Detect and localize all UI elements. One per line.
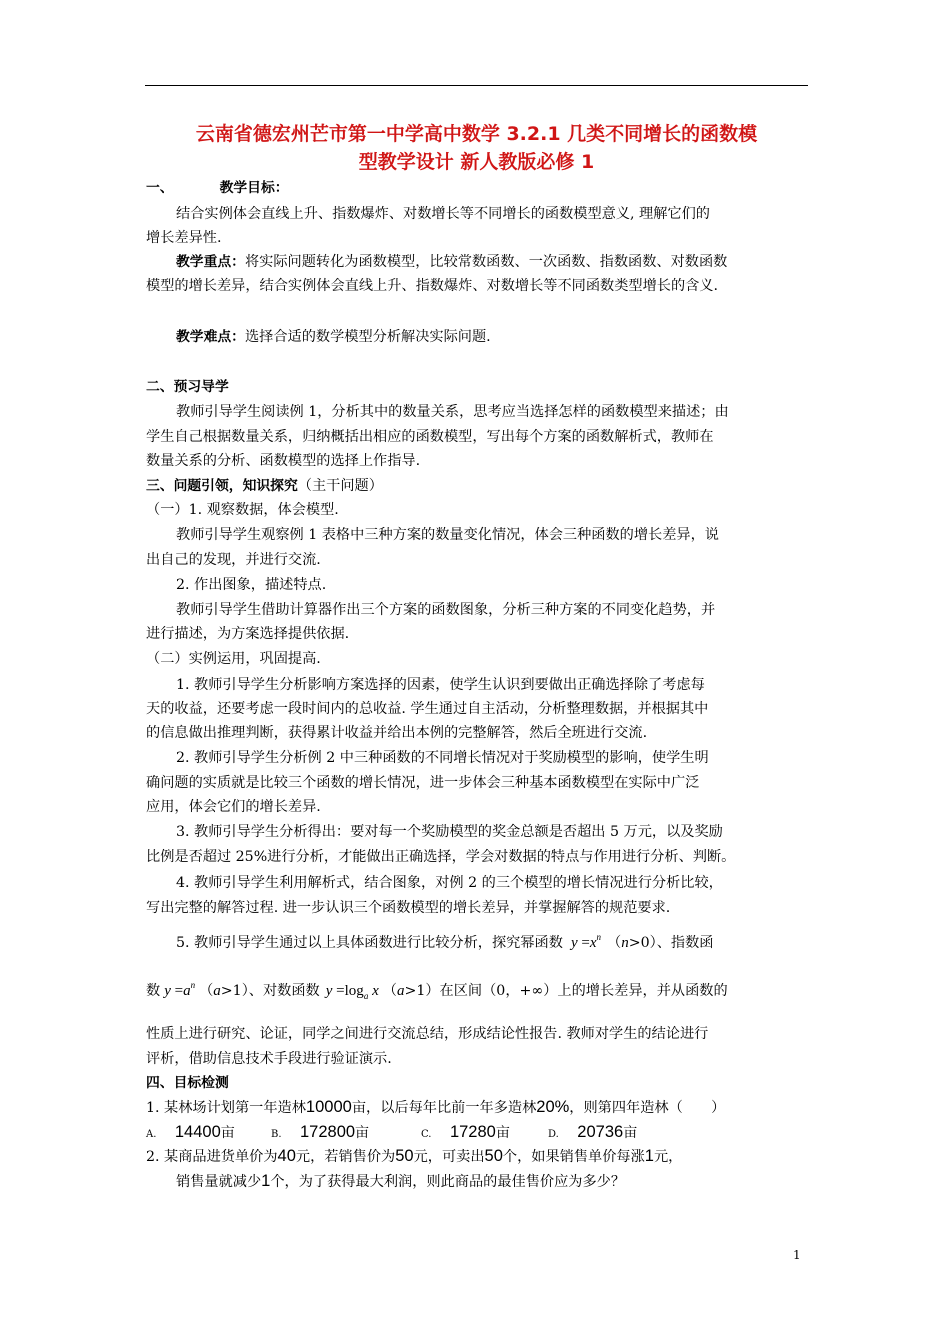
question-value: 1	[644, 1147, 654, 1165]
question-2-continued	[176, 1171, 625, 1192]
paragraph-text: >0）、指数函	[628, 935, 714, 951]
paragraph-line-with-formula	[176, 927, 713, 953]
key-points-line	[176, 252, 727, 272]
paragraph-line: 教师引导学生阅读例 1，分析其中的数量关系，思考应当选择怎样的函数模型来描述；由	[176, 404, 729, 420]
question-value: 20%	[536, 1098, 570, 1116]
paragraph-line: 数量关系的分析、函数模型的选择上作指导.	[146, 453, 421, 469]
option-d	[548, 1122, 637, 1145]
paragraph-line: 性质上进行研究、论证，同学之间进行交流总结，形成结论性报告. 教师对学生的结论进行	[146, 1026, 709, 1042]
formula-exponent: n	[596, 932, 601, 942]
paragraph-line: 4. 教师引导学生利用解析式，结合图象，对例 2 的三个模型的增长情况进行分析比较，	[176, 875, 723, 891]
key-points-label: 教学重点：	[176, 254, 245, 270]
formula-y: y	[325, 983, 333, 999]
option-a	[146, 1122, 235, 1145]
paragraph-line: 的信息做出推理判断，获得累计收益并给出本例的完整解答，然后全班进行交流.	[146, 725, 648, 741]
question-value: 10000	[305, 1098, 352, 1116]
variable-n: n	[621, 935, 629, 951]
exponential-function-formula	[164, 980, 196, 999]
document-title-line-1: 云南省德宏州芒市第一中学高中数学 3.2.1 几类不同增长的函数模	[195, 123, 758, 145]
subsection-heading: （二）实例运用，巩固提高.	[146, 651, 321, 667]
question-text: 1. 某林场计划第一年造林	[146, 1100, 306, 1116]
paragraph-line: 评析，借助信息技术手段进行验证演示.	[146, 1051, 392, 1067]
option-b	[271, 1122, 369, 1145]
question-value: 50	[395, 1147, 414, 1165]
paragraph-line: 写出完整的解答过程. 进一步认识三个函数模型的增长差异，并掌握解答的规范要求.	[146, 900, 671, 916]
option-letter: B.	[271, 1129, 282, 1140]
formula-y: y	[164, 983, 171, 999]
formula-x: x	[589, 935, 597, 951]
question-text: 个，为了获得最大利润，则此商品的最佳售价应为多少？	[270, 1174, 626, 1190]
formula-equals: =	[581, 935, 590, 951]
subsection-heading: 2. 作出图象，描述特点.	[176, 577, 327, 593]
paragraph-line: 出自己的发现，并进行交流.	[146, 552, 321, 568]
paragraph-line: 进行描述，为方案选择提供依据.	[146, 626, 350, 642]
question-text: 元，	[653, 1149, 683, 1165]
option-unit: 亩	[623, 1125, 638, 1141]
option-c	[421, 1122, 510, 1145]
difficulty-line	[176, 327, 491, 347]
option-value: 20736	[577, 1123, 624, 1141]
paragraph-line: 模型的增长差异，结合实例体会直线上升、指数爆炸、对数增长等不同函数类型增长的含义.	[146, 278, 719, 294]
paragraph-text: 5. 教师引导学生通过以上具体函数进行比较分析，探究幂函数	[176, 935, 563, 951]
question-text: 销售量就减少	[176, 1174, 262, 1190]
paragraph-line: 增长差异性.	[146, 230, 222, 246]
question-text: 个，如果销售单价每涨	[502, 1149, 645, 1165]
formula-equals: =	[174, 983, 184, 999]
section-1-heading	[146, 178, 289, 198]
key-points-text: 将实际问题转化为函数模型，比较常数函数、一次函数、指数函数、对数函数	[244, 254, 728, 270]
option-letter: A.	[146, 1129, 157, 1140]
formula-equals: =	[336, 983, 345, 999]
question-value: 50	[484, 1147, 503, 1165]
paragraph-line: 教师引导学生观察例 1 表格中三种方案的数量变化情况，体会三种函数的增长差异，说	[176, 527, 719, 543]
paragraph-line: 确问题的实质就是比较三个函数的增长情况，进一步体会三种基本函数模型在实际中广泛	[146, 775, 700, 791]
formula-base: a	[183, 983, 191, 999]
option-letter: D.	[548, 1129, 559, 1140]
option-unit: 亩	[355, 1125, 370, 1141]
paragraph-line: 教师引导学生借助计算器作出三个方案的函数图象，分析三种方案的不同变化趋势，并	[176, 602, 716, 618]
paragraph-text: （	[607, 935, 622, 951]
question-text: 元，若销售价为	[295, 1149, 396, 1165]
paragraph-line: 结合实例体会直线上升、指数爆炸、对数增长等不同增长的函数模型意义, 理解它们的	[176, 206, 710, 222]
question-1	[146, 1097, 725, 1118]
variable-a: a	[396, 983, 405, 999]
option-unit: 亩	[495, 1125, 510, 1141]
question-text: ，则第四年造林（ ）	[569, 1100, 726, 1116]
difficulty-text: 选择合适的数学模型分析解决实际问题.	[244, 329, 491, 345]
power-function-formula	[570, 932, 601, 951]
section-4-heading: 四、目标检测	[146, 1075, 229, 1091]
paragraph-line: 天的收益，还要考虑一段时间内的总收益. 学生通过自主活动，分析整理数据，并根据其中	[146, 701, 709, 717]
option-letter: C.	[421, 1129, 432, 1140]
section-1-title: 教学目标：	[219, 180, 289, 196]
paragraph-text: >1）、对数函数	[220, 983, 320, 999]
paragraph-line: 3. 教师引导学生分析得出：要对每一个奖励模型的奖金总额是否超出 5 万元，以及奖励	[176, 824, 723, 840]
question-value: 40	[277, 1147, 296, 1165]
option-value: 172800	[299, 1123, 356, 1141]
paragraph-text: （	[199, 983, 214, 999]
formula-log: log	[344, 983, 364, 999]
section-3-title: 三、问题引领，知识探究	[146, 478, 298, 494]
formula-exponent: n	[190, 980, 196, 990]
paragraph-text: （	[382, 983, 397, 999]
formula-y: y	[570, 935, 578, 951]
log-function-formula	[326, 983, 379, 999]
formula-log-base: a	[363, 991, 369, 1001]
paragraph-line: 1. 教师引导学生分析影响方案选择的因素，使学生认识到要做出正确选择除了考虑每	[176, 677, 705, 693]
paragraph-text: >1）在区间（0，+∞）上的增长差异，并从函数的	[404, 983, 728, 999]
paragraph-line: 比例是否超过 25%进行分析，才能做出正确选择，学会对数据的特点与作用进行分析、判断。	[146, 849, 736, 865]
paragraph-line: 应用，体会它们的增长差异.	[146, 799, 321, 815]
question-text: 亩，以后每年比前一年多造林	[351, 1100, 537, 1116]
question-text: 元，可卖出	[413, 1149, 485, 1165]
section-2-heading: 二、预习导学	[146, 379, 229, 395]
variable-a: a	[213, 983, 221, 999]
document-title-line-2: 型教学设计 新人教版必修 1	[358, 151, 595, 173]
option-unit: 亩	[220, 1125, 235, 1141]
section-3-heading	[146, 476, 383, 496]
paragraph-line: 2. 教师引导学生分析例 2 中三种函数的不同增长情况对于奖励模型的影响，使学生明	[176, 750, 709, 766]
subsection-heading: （一）1. 观察数据，体会模型.	[146, 502, 339, 518]
page-number: 1	[793, 1248, 801, 1262]
difficulty-label: 教学难点：	[176, 329, 245, 345]
paragraph-text: 数	[146, 983, 161, 999]
paragraph-line-with-formula	[146, 975, 728, 1006]
formula-x: x	[372, 983, 379, 999]
section-3-note: （主干问题）	[297, 478, 383, 494]
question-value: 1	[261, 1172, 271, 1190]
option-value: 17280	[449, 1123, 496, 1141]
header-rule	[145, 85, 808, 86]
question-2	[146, 1146, 682, 1167]
question-text: 2. 某商品进货单价为	[146, 1149, 278, 1165]
option-value: 14400	[174, 1123, 221, 1141]
paragraph-line: 学生自己根据数量关系，归纳概括出相应的函数模型，写出每个方案的函数解析式，教师在	[146, 429, 714, 445]
section-1-number: 一、	[146, 180, 174, 196]
